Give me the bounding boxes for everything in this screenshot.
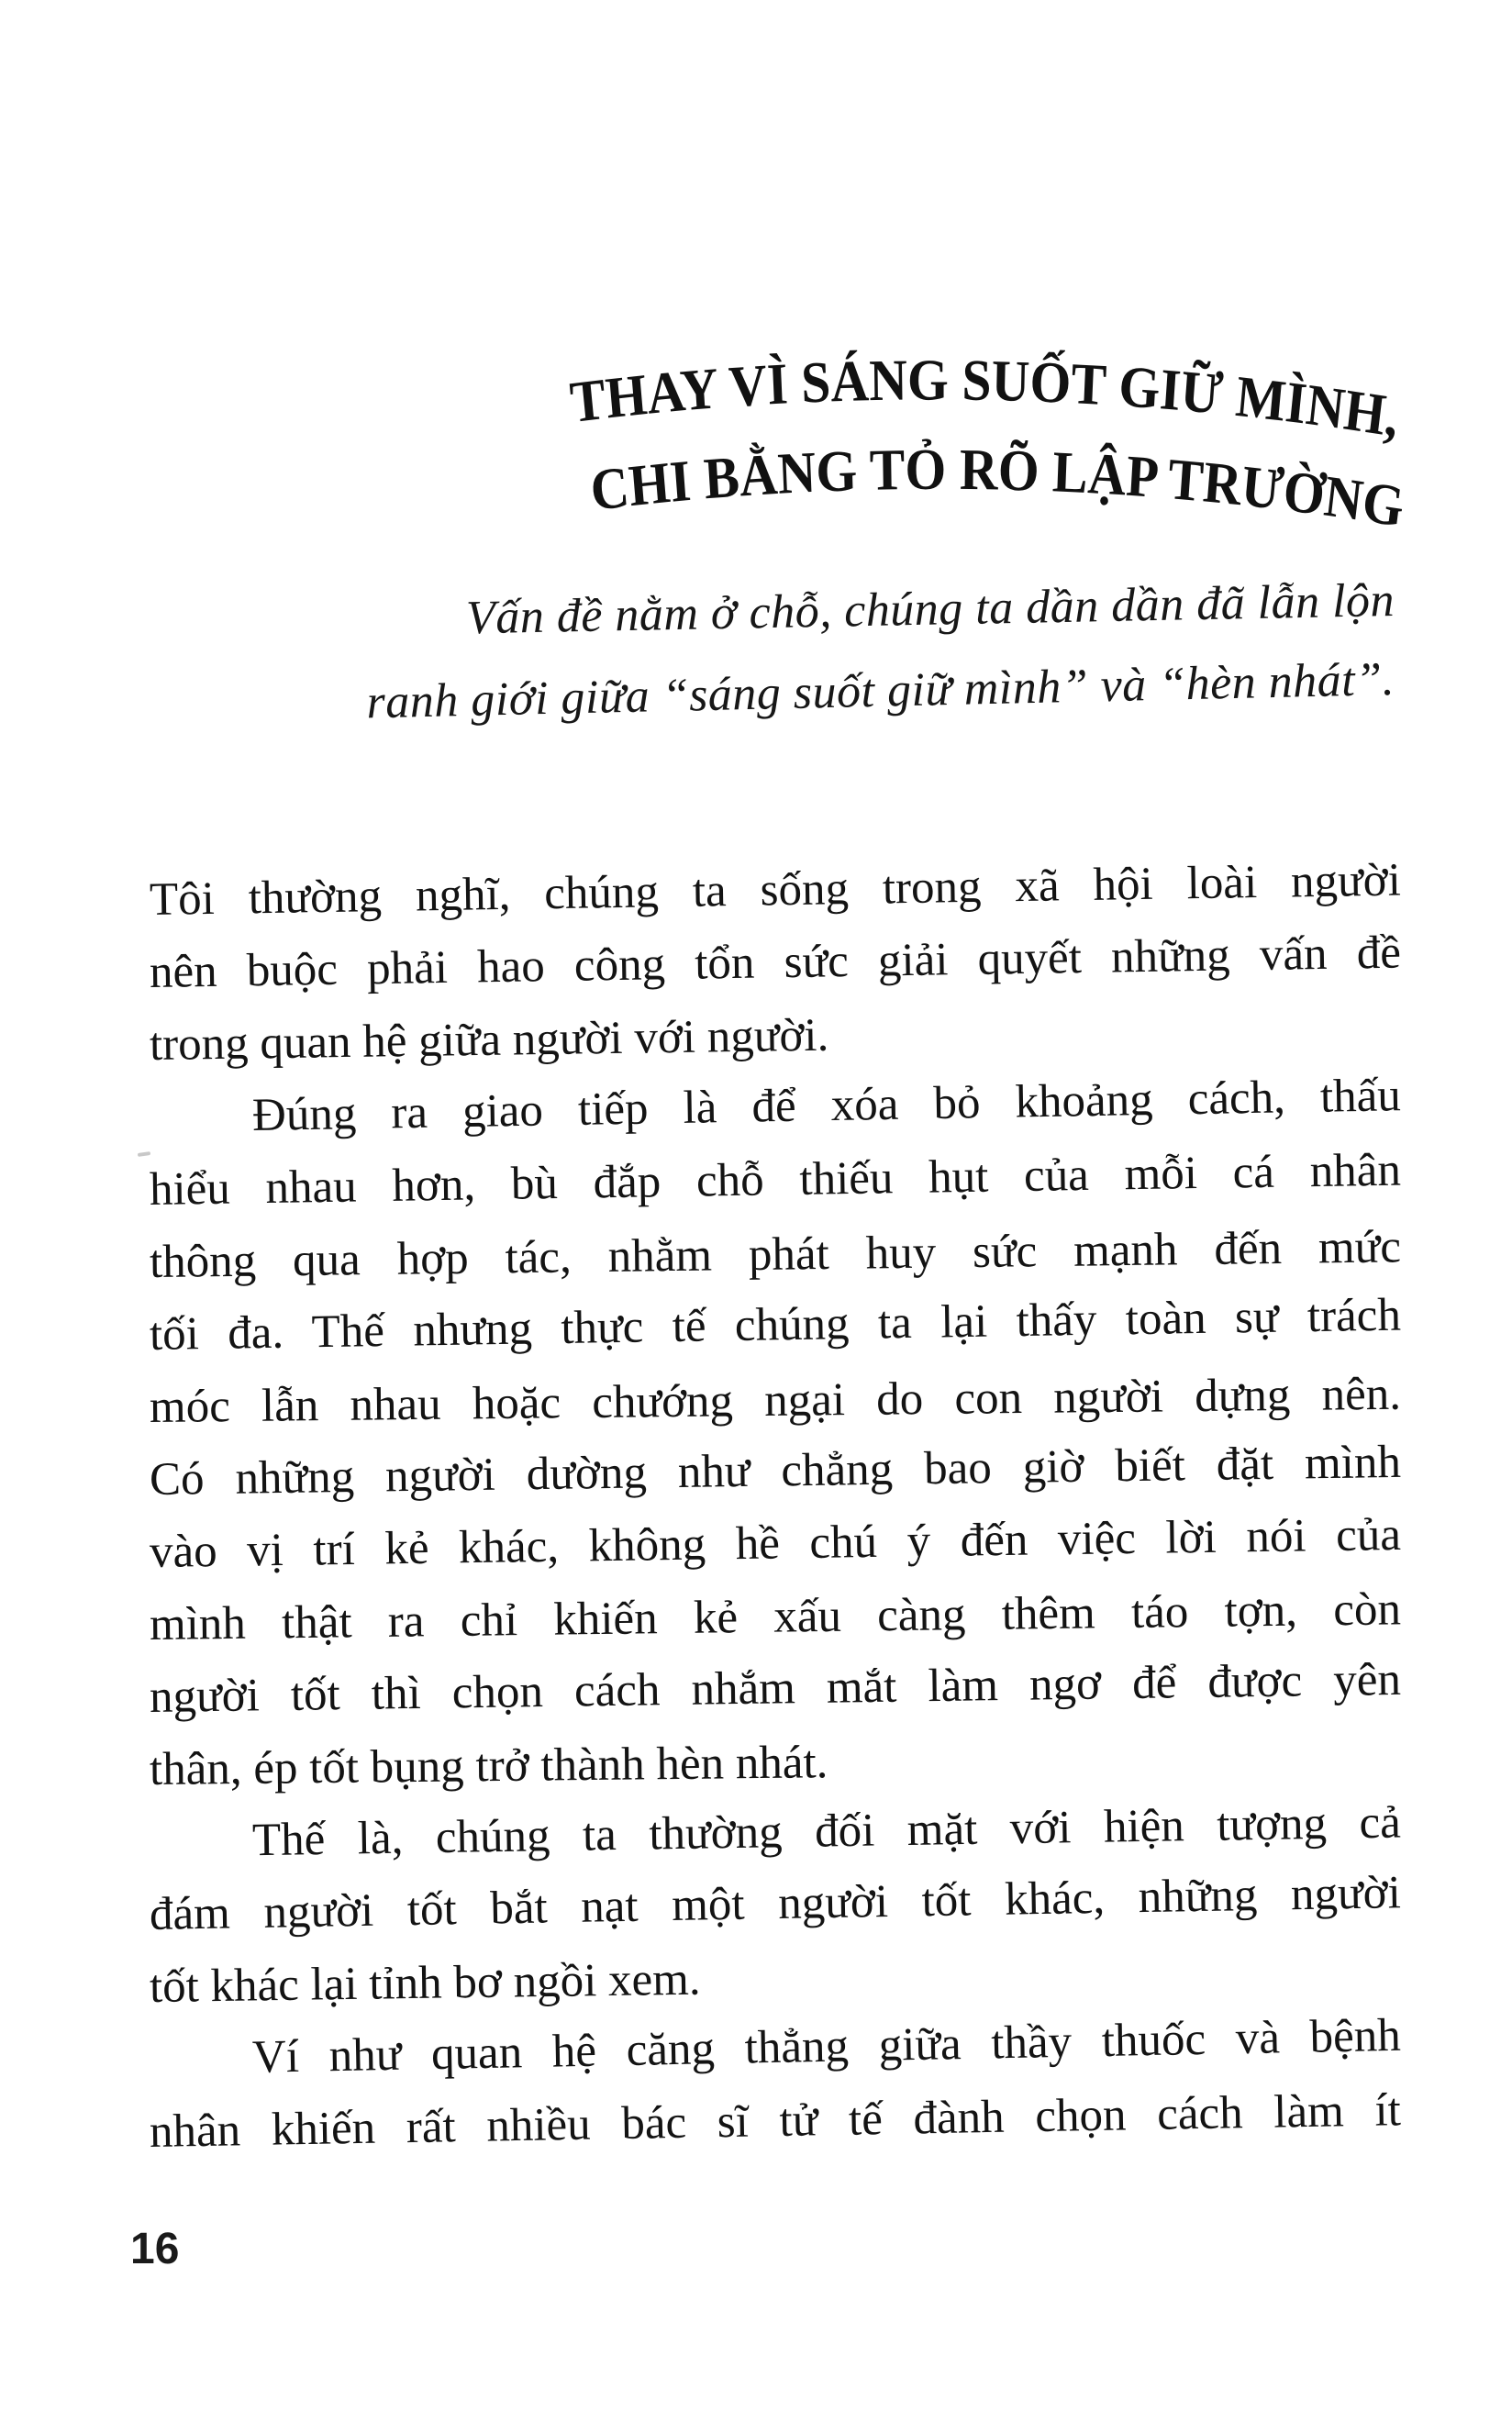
body-line: Tôi thường nghĩ, chúng ta sống trong xã hội loài người <box>149 854 1402 926</box>
body-line: đám người tốt bắt nạt một người tốt khác, những người <box>149 1867 1402 1940</box>
title-line-1: THAY VÌ SÁNG SUỐT GIỮ MÌNH, <box>567 348 1403 450</box>
body-line: trong quan hệ giữa người với người. <box>149 1009 829 1071</box>
chapter-title <box>503 347 1411 567</box>
epigraph <box>257 561 1395 729</box>
epigraph-line-2: ranh giới giữa “sáng suốt giữ mình” và “hèn nhát”. <box>365 653 1395 729</box>
body-line: Đúng ra giao tiếp là để xóa bỏ khoảng cách, thấu <box>251 1070 1402 1142</box>
body-line: tối đa. Thế nhưng thực tế chúng ta lại thấy toàn sự trách <box>149 1289 1402 1361</box>
svg-text:THAY VÌ SÁNG SUỐT GIỮ MÌNH, <box>568 348 1403 450</box>
body-line: mình thật ra chỉ khiến kẻ xấu càng thêm táo tợn, còn <box>149 1583 1402 1650</box>
epigraph-line-1: Vấn đề nằm ở chỗ, chúng ta dần dần đã lẫn lộn <box>465 574 1395 645</box>
body-line: người tốt thì chọn cách nhắm mắt làm ngơ để được yên <box>149 1653 1402 1723</box>
body-line: nhân khiến rất nhiều bác sĩ tử tế đành chọn cách làm ít <box>149 2084 1402 2158</box>
body-line: thông qua hợp tác, nhằm phát huy sức mạnh đến mức <box>149 1221 1402 1288</box>
body-line: Ví như quan hệ căng thẳng giữa thầy thuốc và bệnh <box>251 2009 1402 2083</box>
body-line: thân, ép tốt bụng trở thành hèn nhát. <box>149 1737 828 1795</box>
body-line: Có những người dường như chẳng bao giờ biết đặt mình <box>149 1436 1402 1505</box>
body-line: nên buộc phải hao công tổn sức giải quyết những vấn đề <box>149 927 1402 998</box>
svg-text:CHI BẰNG TỎ RÕ LẬP TRƯỜNG <box>588 438 1407 539</box>
body-line: vào vị trí kẻ khác, không hề chú ý đến việc lời nói của <box>149 1508 1402 1578</box>
chapter-title-svg <box>503 347 1411 567</box>
body-line: hiểu nhau hơn, bù đắp chỗ thiếu hụt của mỗi cá nhân <box>149 1144 1402 1216</box>
body-line: tốt khác lại tỉnh bơ ngồi xem. <box>149 1953 701 2013</box>
body-text <box>149 854 1402 2169</box>
page-number: 16 <box>130 2225 180 2273</box>
body-line: móc lẫn nhau hoặc chướng ngại do con người dựng nên. <box>149 1368 1402 1433</box>
title-line-2: CHI BẰNG TỎ RÕ LẬP TRƯỜNG <box>587 438 1408 540</box>
body-line: Thế là, chúng ta thường đối mặt với hiện tượng cả <box>251 1796 1402 1867</box>
